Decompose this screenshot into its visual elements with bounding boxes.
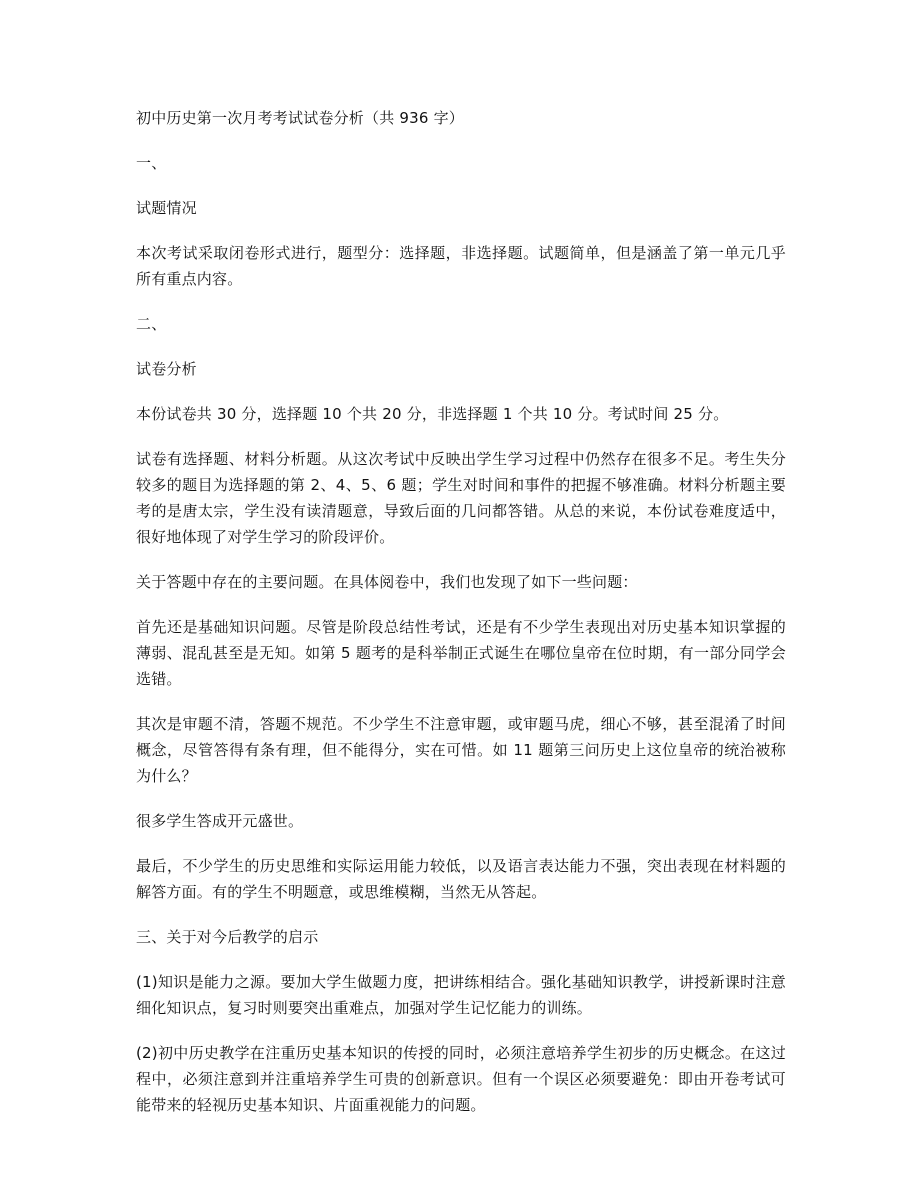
- paragraph: 试卷有选择题、材料分析题。从这次考试中反映出学生学习过程中仍然存在很多不足。考生失分较多的题目为选择题的第 2、4、5、6 题；学生对时间和事件的把握不够准确。材料分析题主要考的是唐太宗，学生没有读清题意，导致后面的几问都答错。从总的来说，本份试卷难度适中，很好地体现了对学生学习的阶段评价。: [136, 450, 786, 546]
- paragraph: (1)知识是能力之源。要加大学生做题力度，把讲练相结合。强化基础知识教学，讲授新课时注意细化知识点，复习时则要突出重难点，加强对学生记忆能力的训练。: [136, 973, 786, 1017]
- section-2-subheading: 试卷分析: [136, 360, 197, 378]
- paragraph: (2)初中历史教学在注重历史基本知识的传授的同时，必须注意培养学生初步的历史概念。在这过程中，必须注意到并注重培养学生可贵的创新意识。但有一个误区必须要避免：即由开卷考试可能带来的轻视历史基本知识、片面重视能力的问题。: [136, 1044, 786, 1114]
- paragraph: 首先还是基础知识问题。尽管是阶段总结性考试，还是有不少学生表现出对历史基本知识掌握的薄弱、混乱甚至是无知。如第 5 题考的是科举制正式诞生在哪位皇帝在位时期，有一部分同学会选错。: [136, 618, 786, 688]
- section-1-heading: 一、: [136, 154, 167, 172]
- paragraph: 关于答题中存在的主要问题。在具体阅卷中，我们也发现了如下一些问题：: [136, 573, 638, 591]
- paragraph: 很多学生答成开元盛世。: [136, 812, 304, 830]
- document-page: [136, 105, 786, 1137]
- paragraph: 本份试卷共 30 分，选择题 10 个共 20 分，非选择题 1 个共 10 分。考试时间 25 分。: [136, 405, 729, 423]
- paragraph: 最后，不少学生的历史思维和实际运用能力较低，以及语言表达能力不强，突出表现在材料题的解答方面。有的学生不明题意，或思维模糊，当然无从答起。: [136, 857, 786, 901]
- section-1-subheading: 试题情况: [136, 199, 197, 217]
- paragraph: 其次是审题不清，答题不规范。不少学生不注意审题，或审题马虎，细心不够，甚至混淆了时间概念，尽管答得有条有理，但不能得分，实在可惜。如 11 题第三问历史上这位皇帝的统治被称为什么？: [136, 715, 786, 785]
- document-title: 初中历史第一次月考考试试卷分析（共 936 字）: [136, 109, 464, 127]
- section-2-heading: 二、: [136, 315, 167, 333]
- paragraph: 本次考试采取闭卷形式进行，题型分：选择题，非选择题。试题简单，但是涵盖了第一单元几乎所有重点内容。: [136, 244, 786, 288]
- section-3-heading: 三、关于对今后教学的启示: [136, 928, 319, 946]
